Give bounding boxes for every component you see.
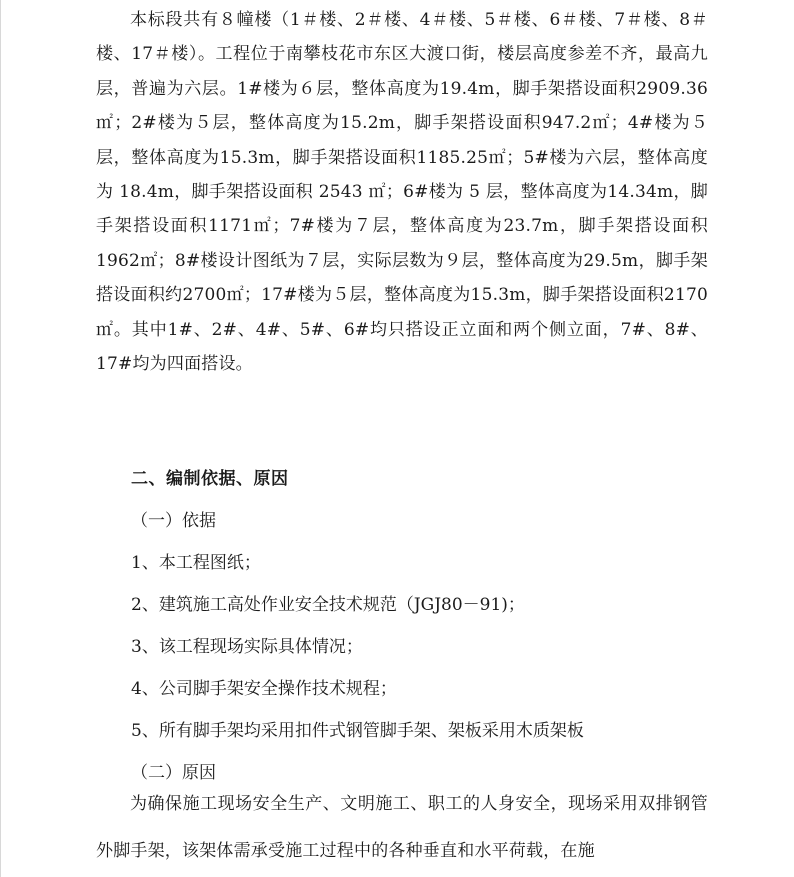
reasons-paragraph: 为确保施工现场安全生产、文明施工、职工的人身安全，现场采用双排钢管外脚手架，该架体需承受施工过程中的各种垂直和水平荷载，在施	[96, 794, 708, 861]
basis-item-1: 1、本工程图纸；	[131, 553, 261, 573]
project-overview-paragraph: 本标段共有８幢楼（1＃楼、2＃楼、4＃楼、5＃楼、6＃楼、7＃楼、8＃楼、17＃楼）。工程位于南攀枝花市东区大渡口街，楼层高度参差不齐，最高九层，普遍为六层。1#楼为６层，整体高度为19.4m，脚手架搭设面积2909.36㎡；2#楼为５层，整体高度为15.2m，脚手架搭设面积947.2㎡；4#楼为５层，整体高度为15.3m，脚手架搭设面积1185.25㎡；5#楼为六层，整体高度为 18.4m，脚手架搭设面积 2543 ㎡；6#楼为 5 层，整体高度为14.34m，脚手架搭设面积1171㎡；7#楼为７层，整体高度为23.7m，脚手架搭设面积1962㎡；8#楼设计图纸为７层，实际层数为９层，整体高度为29.5m，脚手架搭设面积约2700㎡；17#楼为５层，整体高度为15.3m，脚手架搭设面积2170㎡。其中1#、2#、4#、5#、6#均只搭设正立面和两个侧立面，7#、8#、17#均为四面搭设。	[96, 10, 708, 375]
basis-item-2: 2、建筑施工高处作业安全技术规范（JGJ80－91)；	[131, 595, 525, 615]
subheading-basis: （一）依据	[131, 511, 216, 531]
section-heading-basis-and-reasons: 二、编制依据、原因	[131, 469, 289, 489]
basis-item-3: 3、该工程现场实际具体情况；	[131, 637, 363, 657]
basis-item-4: 4、公司脚手架安全操作技术规程；	[131, 679, 397, 699]
subheading-reasons: （二）原因	[131, 763, 216, 783]
basis-item-5: 5、所有脚手架均采用扣件式钢管脚手架、架板采用木质架板	[131, 721, 584, 741]
